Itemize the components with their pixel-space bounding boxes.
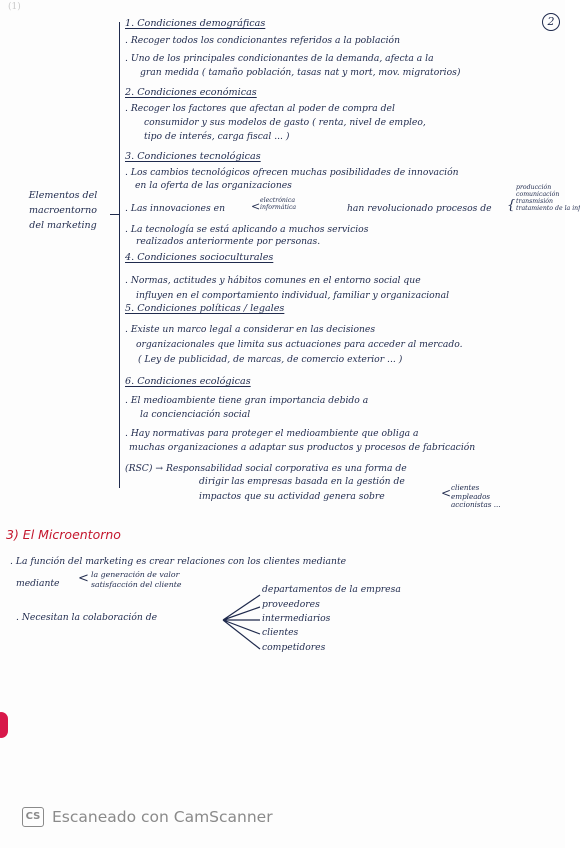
collaborator-item: intermediarios (262, 613, 331, 624)
section-line: tipo de interés, carga fiscal ... ) (144, 131, 290, 142)
corner-mark: (1) (8, 2, 21, 12)
open-brace: { (507, 198, 516, 213)
side-label-line: macroentorno (29, 205, 97, 216)
stakeholder-item: accionistas ... (451, 500, 501, 509)
side-label-line: del marketing (29, 220, 97, 231)
main-brace-tip (110, 214, 120, 224)
main-brace (119, 22, 120, 488)
section-line: . Recoger los factores que afectan al poder de compra del (125, 103, 395, 114)
section-line: en la oferta de las organizaciones (135, 180, 292, 191)
camscanner-icon: CS (22, 807, 44, 827)
section-line: ( Ley de publicidad, de marcas, de comercio exterior ... ) (138, 354, 403, 365)
section-line: . Recoger todos los condicionantes referidos a la población (125, 35, 401, 46)
mediante-item: la generación de valor (91, 570, 180, 579)
section-line: . Los cambios tecnológicos ofrecen muchas posibilidades de innovación (125, 167, 459, 178)
section-line: . La tecnología se está aplicando a muchos servicios (125, 224, 369, 235)
process-item: comunicación (516, 191, 560, 198)
page-number-badge: 2 (542, 13, 560, 31)
process-item: transmisión (516, 198, 554, 205)
process-item: tratamiento de la inf (516, 205, 580, 212)
section-line: . Normas, actitudes y hábitos comunes en el entorno social que (125, 275, 421, 286)
process-item: producción (516, 184, 552, 191)
necesitan-label: . Necesitan la colaboración de (16, 612, 158, 623)
section-line: la concienciación social (140, 409, 251, 420)
section-line: . Existe un marco legal a considerar en las decisiones (125, 324, 376, 335)
section-line: organizacionales que limita sus actuaciones para acceder al mercado. (136, 339, 463, 350)
camscanner-watermark (22, 806, 273, 828)
rsc-line: (RSC) → Responsabilidad social corporativa es una forma de (125, 463, 407, 474)
process-list (516, 184, 580, 212)
section-line: influyen en el comportamiento individual, familiar y organizacional (136, 290, 450, 301)
innovation-area: electrónica (260, 197, 296, 204)
section-line: gran medida ( tamaño población, tasas nat y mort, mov. migratorios) (140, 67, 461, 78)
stakeholder-item: clientes (451, 483, 480, 492)
side-label (14, 188, 112, 233)
section-line: . Las innovaciones en (125, 203, 225, 214)
collaborator-item: proveedores (262, 599, 320, 610)
open-angle: < (78, 571, 89, 586)
red-tab-mark (0, 712, 8, 738)
section-heading: 2. Condiciones económicas (125, 87, 257, 98)
section-heading: 4. Condiciones socioculturales (125, 252, 274, 263)
collaborator-item: competidores (262, 642, 326, 653)
section-title-microentorno: 3) El Microentorno (6, 527, 121, 542)
section-line: realizados anteriormente por personas. (136, 236, 321, 247)
mediante-item: satisfacción del cliente (91, 580, 182, 589)
collaborator-item: departamentos de la empresa (262, 584, 401, 595)
innovation-tail: han revolucionado procesos de (347, 203, 492, 214)
rsc-line: impactos que su actividad genera sobre (199, 491, 385, 502)
section-line: . Uno de los principales condicionantes de la demanda, afecta a la (125, 53, 434, 64)
side-label-line: Elementos del (28, 190, 98, 201)
section-heading: 3. Condiciones tecnológicas (125, 151, 261, 162)
stakeholder-item: empleados (451, 491, 491, 501)
innovation-areas (260, 197, 296, 211)
section-heading: 1. Condiciones demográficas (125, 18, 266, 29)
micro-line: . La función del marketing es crear relaciones con los clientes mediante (10, 556, 347, 567)
stakeholder-list (451, 484, 501, 510)
fan-lines (222, 592, 262, 654)
watermark-text: Escaneado con CamScanner (52, 808, 273, 826)
open-angle: < (251, 200, 261, 213)
section-heading: 6. Condiciones ecológicas (125, 376, 251, 387)
mediante-list (91, 570, 182, 590)
innovation-area: informática (260, 204, 297, 211)
section-line: muchas organizaciones a adaptar sus productos y procesos de fabricación (129, 442, 476, 453)
mediante-label: mediante (16, 578, 60, 589)
section-heading: 5. Condiciones políticas / legales (125, 303, 285, 314)
section-line: consumidor y sus modelos de gasto ( renta, nivel de empleo, (144, 117, 426, 128)
rsc-line: dirigir las empresas basada en la gestión de (199, 476, 405, 487)
section-line: . El medioambiente tiene gran importancia debido a (125, 395, 369, 406)
open-angle: < (441, 486, 452, 500)
collaborator-item: clientes (262, 627, 299, 638)
section-line: . Hay normativas para proteger el medioambiente que obliga a (125, 428, 419, 439)
